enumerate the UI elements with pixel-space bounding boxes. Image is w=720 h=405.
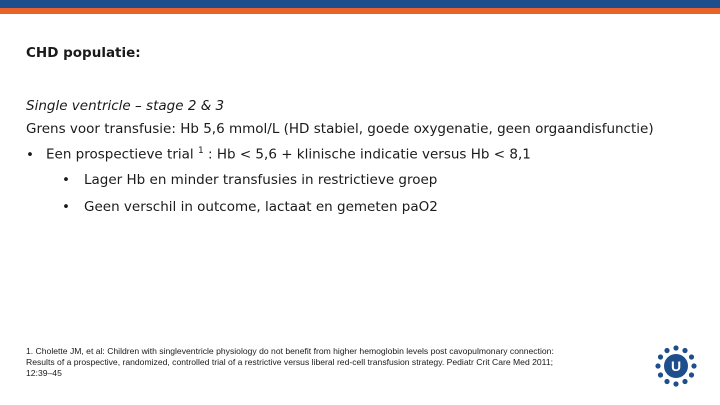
sub-bullet-1-text: Lager Hb en minder transfusies in restrictieve groep	[84, 172, 438, 188]
bullet-marker: •	[26, 146, 34, 163]
slide-subtitle: Single ventricle – stage 2 & 3	[26, 98, 225, 114]
logo-letter: U	[670, 358, 682, 374]
bullet-trial-text: Een prospectieve trial	[46, 146, 194, 163]
bullet-trial-rest: : Hb < 5,6 + klinische indicatie versus Hb < 8,1	[203, 146, 531, 163]
transfusion-threshold-line: Grens voor transfusie: Hb 5,6 mmol/L (HD stabiel, goede oxygenatie, geen orgaandisfunctie)	[26, 121, 654, 137]
sub-bullet-2	[62, 199, 438, 215]
bullet-trial-ref: 1	[197, 146, 204, 156]
bullet-marker: •	[62, 199, 70, 215]
slide-heading: CHD populatie:	[26, 45, 141, 61]
bullet-marker: •	[62, 172, 70, 188]
header-bar-orange	[0, 8, 720, 14]
header-bar-blue	[0, 0, 720, 8]
sub-bullet-1	[62, 172, 437, 188]
umc-utrecht-logo-icon	[654, 344, 698, 388]
bullet-trial	[26, 146, 531, 163]
sub-bullet-2-text: Geen verschil in outcome, lactaat en gemeten paO2	[84, 199, 438, 215]
reference-footnote: 1. Cholette JM, et al: Children with singleventricle physiology do not benefit from higher hemoglobin levels post cavopulmonary connection: Results of a prospective, randomized, controlled trial of a restrictive versus liberal red-cell transfusion strategy. Pediatr Crit Care Med 2011; 12:39–45	[26, 346, 554, 378]
